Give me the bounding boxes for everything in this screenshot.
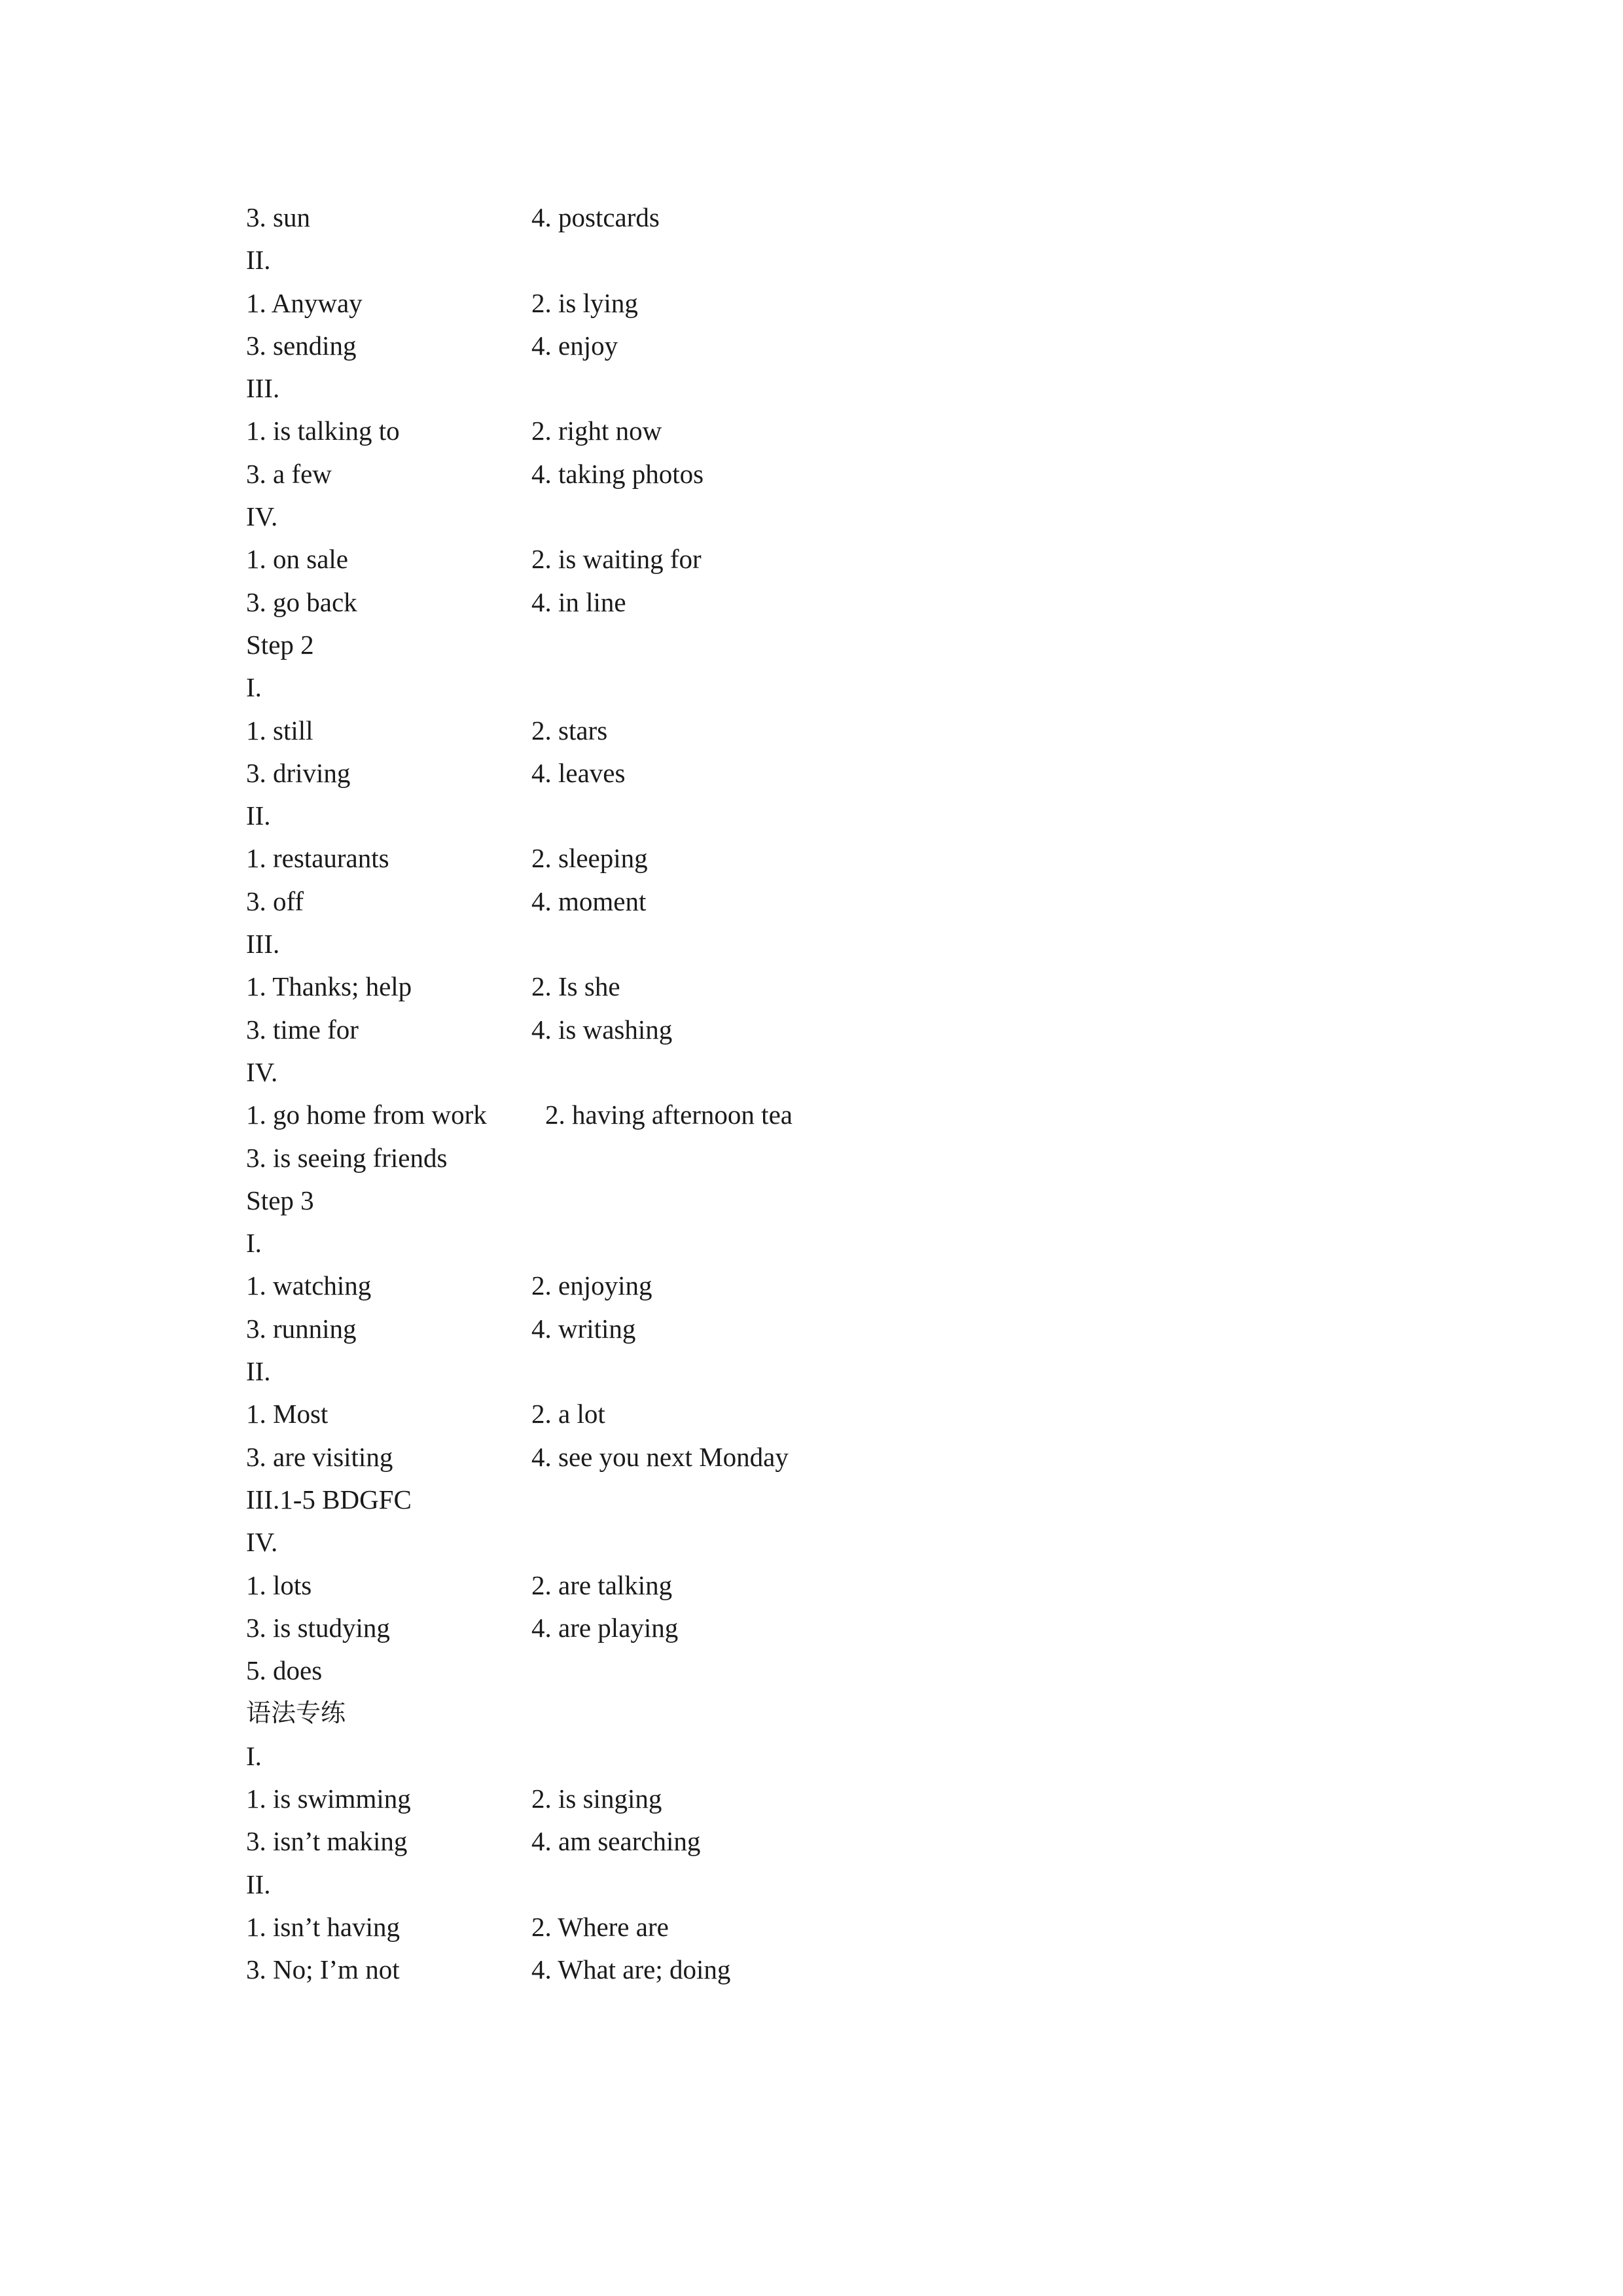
answer-item: 2. Where are <box>531 1911 669 1942</box>
answer-item: 4. am searching <box>531 1826 701 1857</box>
section-label <box>246 1649 1489 1692</box>
answer-row <box>246 1436 1489 1479</box>
answer-row <box>246 1393 1489 1435</box>
answer-row <box>246 837 1489 880</box>
section-label-text: Step 2 <box>246 629 314 660</box>
section-label-text: 5. does <box>246 1655 323 1686</box>
answer-row <box>246 1265 1489 1307</box>
answer-item: 1. on sale <box>246 544 348 575</box>
answer-item: 1. go home from work <box>246 1100 487 1130</box>
answer-item: 3. a few <box>246 458 332 489</box>
answer-item: 3. off <box>246 886 304 916</box>
answer-item: 4. moment <box>531 886 647 916</box>
answer-item: 2. stars <box>531 715 608 745</box>
answer-item: 1. is swimming <box>246 1783 411 1814</box>
section-label-text: I. <box>246 1228 262 1259</box>
answer-item: 4. enjoy <box>531 330 618 361</box>
section-label <box>246 624 1489 666</box>
answer-item: 1. Thanks; help <box>246 971 412 1002</box>
answer-item: 1. is talking to <box>246 416 400 446</box>
answer-item: 4. leaves <box>531 757 626 788</box>
answer-item: 2. is singing <box>531 1783 662 1814</box>
answer-row <box>246 1607 1489 1649</box>
answer-item: 3. are visiting <box>246 1441 393 1472</box>
answer-item: 1. lots <box>246 1570 312 1600</box>
answer-row <box>246 1094 1489 1136</box>
section-label <box>246 495 1489 538</box>
section-label <box>246 1735 1489 1778</box>
section-label <box>246 1179 1489 1222</box>
answer-row <box>246 752 1489 795</box>
section-label-text: II. <box>246 1356 271 1387</box>
answer-item: 3. time for <box>246 1014 359 1045</box>
answer-row <box>246 709 1489 752</box>
answer-item: 3. sending <box>246 330 357 361</box>
answer-item: 3. is studying <box>246 1612 390 1643</box>
section-label-text: 3. is seeing friends <box>246 1142 448 1173</box>
answer-item: 4. What are; doing <box>531 1954 731 1985</box>
section-label-text: III. <box>246 929 280 960</box>
answer-item: 4. taking photos <box>531 458 704 489</box>
answer-item: 2. having afternoon tea <box>545 1100 793 1130</box>
answer-item: 4. is washing <box>531 1014 673 1045</box>
answer-item: 1. still <box>246 715 313 745</box>
answer-row <box>246 1778 1489 1820</box>
section-label-text: IV. <box>246 1527 278 1558</box>
answer-item: 2. right now <box>531 416 662 446</box>
section-label <box>246 795 1489 837</box>
answer-item: 2. a lot <box>531 1399 605 1429</box>
answer-item: 3. go back <box>246 586 357 617</box>
answer-row <box>246 1308 1489 1350</box>
section-label-text: IV. <box>246 501 278 532</box>
answer-row <box>246 1948 1489 1991</box>
answer-row <box>246 410 1489 452</box>
answer-item: 4. postcards <box>531 202 660 232</box>
answer-row <box>246 965 1489 1008</box>
section-label <box>246 367 1489 410</box>
section-label-text: I. <box>246 672 262 703</box>
answer-item: 2. sleeping <box>531 843 648 874</box>
section-label <box>246 923 1489 965</box>
section-label <box>246 1479 1489 1521</box>
section-label <box>246 1222 1489 1265</box>
section-label <box>246 1863 1489 1906</box>
answer-row <box>246 538 1489 581</box>
answer-row <box>246 1906 1489 1948</box>
answer-item: 2. is waiting for <box>531 544 702 575</box>
section-label-text: II. <box>246 245 271 276</box>
answer-item: 1. Most <box>246 1399 329 1429</box>
section-label-text: Step 3 <box>246 1185 314 1215</box>
section-heading <box>246 1692 1489 1734</box>
answer-item: 2. are talking <box>531 1570 673 1600</box>
section-label-text: II. <box>246 1869 271 1899</box>
answer-row <box>246 1820 1489 1863</box>
answer-row <box>246 880 1489 923</box>
answer-row <box>246 1564 1489 1607</box>
section-label <box>246 1051 1489 1094</box>
section-label <box>246 1137 1489 1179</box>
answer-item: 2. Is she <box>531 971 620 1002</box>
section-label <box>246 1521 1489 1564</box>
answer-row <box>246 453 1489 495</box>
answer-item: 4. writing <box>531 1313 636 1344</box>
section-label-text: IV. <box>246 1056 278 1087</box>
section-label-text: I. <box>246 1740 262 1771</box>
answer-row <box>246 581 1489 624</box>
section-heading-text: 语法专练 <box>246 1698 346 1728</box>
section-label-text: III.1-5 BDGFC <box>246 1484 412 1515</box>
answer-item: 1. isn’t having <box>246 1911 400 1942</box>
answer-item: 3. running <box>246 1313 357 1344</box>
section-label-text: II. <box>246 800 271 831</box>
answer-row <box>246 196 1489 239</box>
answer-item: 1. Anyway <box>246 287 363 318</box>
answer-key-document <box>246 196 1489 1991</box>
section-label <box>246 666 1489 709</box>
answer-item: 1. restaurants <box>246 843 389 874</box>
answer-item: 4. see you next Monday <box>531 1441 789 1472</box>
answer-row <box>246 282 1489 325</box>
answer-item: 4. are playing <box>531 1612 679 1643</box>
answer-item: 1. watching <box>246 1270 372 1301</box>
answer-item: 3. driving <box>246 757 351 788</box>
answer-row <box>246 1009 1489 1051</box>
answer-item: 2. enjoying <box>531 1270 652 1301</box>
answer-row <box>246 325 1489 367</box>
answer-item: 3. isn’t making <box>246 1826 408 1857</box>
section-label-text: III. <box>246 373 280 404</box>
answer-item: 2. is lying <box>531 287 638 318</box>
section-label <box>246 239 1489 281</box>
section-label <box>246 1350 1489 1393</box>
answer-item: 3. No; I’m not <box>246 1954 400 1985</box>
answer-item: 3. sun <box>246 202 310 232</box>
answer-item: 4. in line <box>531 586 626 617</box>
